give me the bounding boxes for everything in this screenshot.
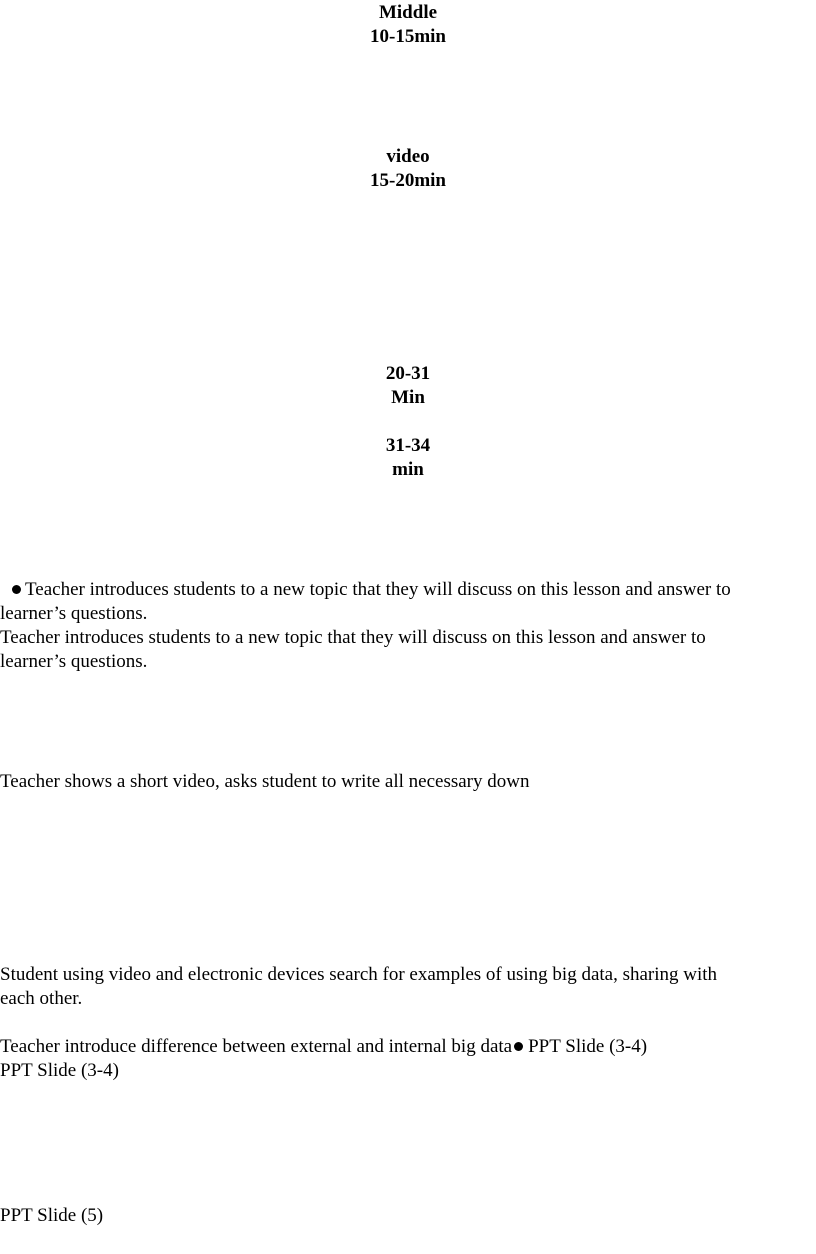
- stage-video-label: video: [386, 146, 430, 167]
- intro-bulleted-line2: learner’s questions.: [0, 603, 148, 624]
- intro-paragraph: [0, 626, 816, 674]
- stage-middle-time: 10-15min: [370, 26, 446, 47]
- stage-3-unit: Min: [391, 387, 425, 408]
- difference-text: Teacher introduce difference between external and internal big data: [0, 1036, 513, 1057]
- bullet-icon: [514, 1042, 523, 1051]
- video-activity-paragraph: Teacher shows a short video, asks student to write all necessary down: [0, 771, 530, 792]
- intro-bulleted-line1: Teacher introduces students to a new topic that they will discuss on this lesson and answer to: [25, 579, 731, 600]
- search-line2: each other.: [0, 988, 83, 1009]
- intro-line2: learner’s questions.: [0, 651, 148, 672]
- search-line1: Student using video and electronic devices search for examples of using big data, sharing with: [0, 964, 718, 985]
- resource-line: PPT Slide (3-4): [0, 1060, 119, 1081]
- difference-paragraph: [0, 1035, 816, 1083]
- stage-middle-label: Middle: [378, 2, 438, 23]
- stage-4-unit: min: [392, 459, 424, 480]
- intro-bulleted-paragraph: [0, 578, 816, 626]
- intro-line1: Teacher introduces students to a new topic that they will discuss on this lesson and answer to: [0, 627, 706, 648]
- stage-video-time: 15-20min: [370, 170, 446, 191]
- stage-4-time: 31-34: [385, 435, 431, 456]
- stage-3-time: 20-31: [385, 363, 431, 384]
- bullet-icon: [12, 585, 21, 594]
- search-activity-paragraph: [0, 963, 816, 1011]
- resource-inline: PPT Slide (3-4): [528, 1036, 648, 1057]
- resource-final: PPT Slide (5): [0, 1205, 104, 1226]
